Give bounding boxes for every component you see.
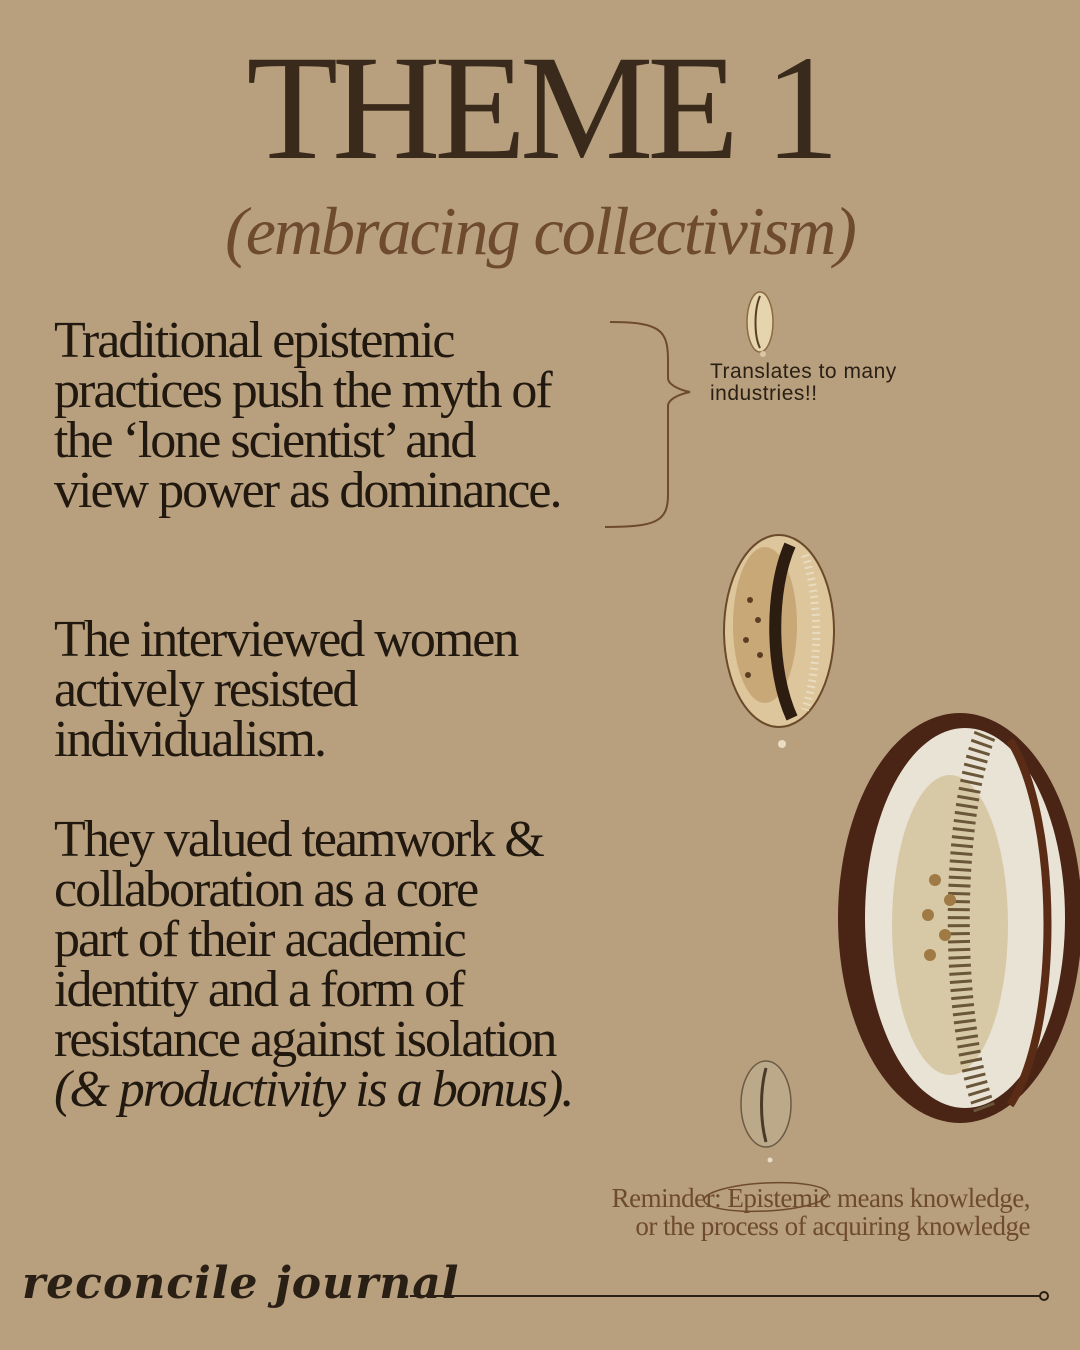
shell-illustration-large-icon: [838, 713, 1080, 1123]
shell-illustration-small-icon: [747, 292, 773, 357]
paragraph-line: The interviewed women: [54, 611, 518, 668]
side-note-line: Translates to many: [710, 360, 897, 383]
reminder-line: or the process of acquiring knowledge: [635, 1211, 1030, 1241]
paragraph-line: the ‘lone scientist’ and: [54, 412, 475, 469]
paragraph-line: actively resisted: [54, 661, 357, 718]
paragraph-line: Traditional epistemic: [54, 312, 454, 369]
curly-brace-icon: [605, 322, 690, 527]
paragraph-line: They valued teamwork &: [54, 811, 543, 868]
footer-divider-dot: [1040, 1292, 1048, 1300]
paragraph-line: practices push the myth of: [54, 362, 551, 419]
paragraph-italic-line: (& productivity is a bonus).: [54, 1061, 573, 1118]
page-subtitle: (embracing collectivism): [225, 193, 855, 269]
page-title: THEME 1: [246, 25, 834, 191]
paragraph-line: collaboration as a core: [54, 861, 478, 918]
side-note-line: industries!!: [710, 382, 818, 405]
paragraph-line: individualism.: [54, 711, 325, 768]
shell-illustration-tiny-icon: [741, 1061, 791, 1163]
paragraph-line: resistance against isolation: [54, 1011, 556, 1068]
paragraph-line: identity and a form of: [54, 961, 464, 1018]
paragraph-line: part of their academic: [54, 911, 465, 968]
shell-illustration-medium-icon: [724, 535, 834, 748]
reminder-line: Reminder: Epistemic means knowledge,: [611, 1183, 1030, 1213]
epistemic-circle-mark: [703, 1180, 828, 1214]
brand-logo: reconcile journal: [22, 1258, 460, 1309]
paragraph-line: view power as dominance.: [54, 462, 561, 519]
